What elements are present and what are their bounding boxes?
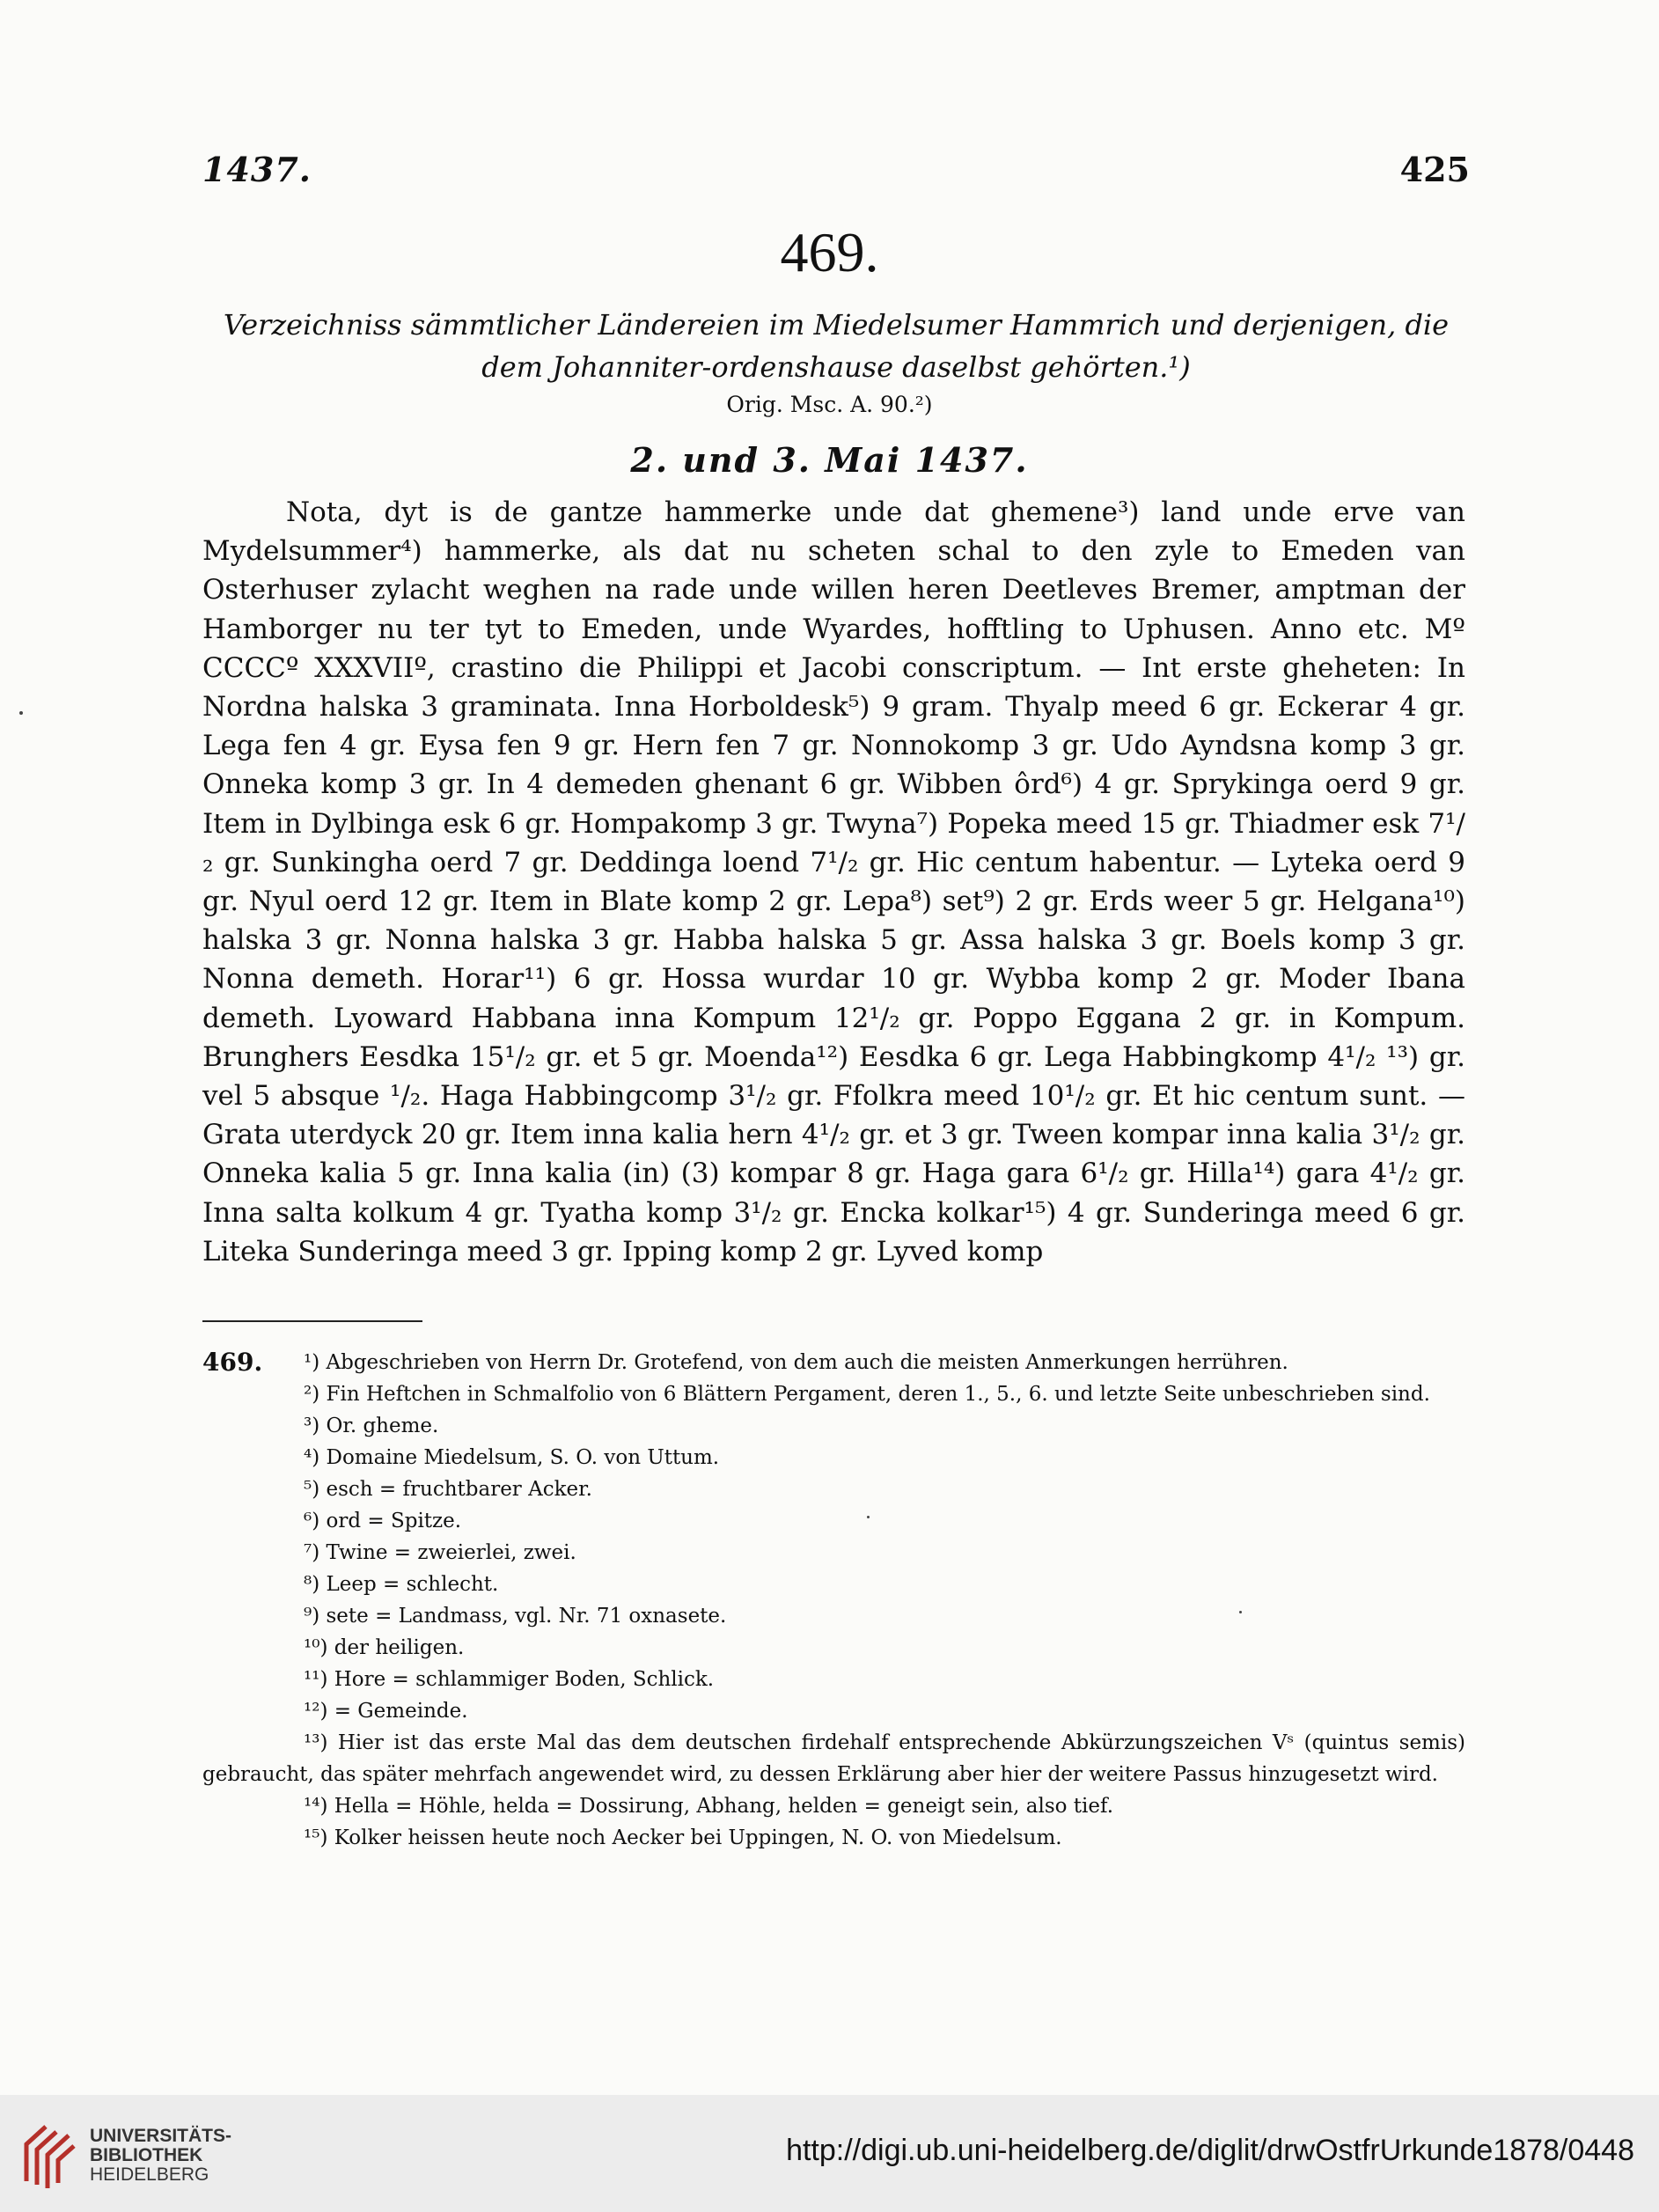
library-logo-text [90, 2127, 231, 2185]
footnote [202, 1664, 1465, 1695]
footnote-text: ⁶) ord = Spitze. [304, 1510, 462, 1532]
footnote-text: ⁸) Leep = schlecht. [304, 1573, 499, 1596]
logo-line: UNIVERSITÄTS- [90, 2126, 232, 2146]
scan-speck [867, 1516, 870, 1518]
logo-line: BIBLIOTHEK [90, 2145, 203, 2165]
footnote-text: ¹) Abgeschrieben von Herrn Dr. Grotefend, von dem auch die meisten Anmerkungen herrühren. [304, 1351, 1288, 1374]
footnote [202, 1442, 1465, 1473]
footnote [202, 1473, 1465, 1505]
footnote-text: ⁹) sete = Landmass, vgl. Nr. 71 oxnasete. [304, 1605, 727, 1628]
footnote [202, 1569, 1465, 1600]
footnote-text: ⁷) Twine = zweierlei, zwei. [304, 1541, 576, 1564]
footnote [202, 1695, 1465, 1727]
footnote-text: ¹²) = Gemeinde. [304, 1700, 468, 1723]
footnote-text: ⁴) Domaine Miedelsum, S. O. von Uttum. [304, 1446, 720, 1469]
footnote-rule [202, 1320, 422, 1322]
footnote [202, 1790, 1465, 1822]
footnote-text: ²) Fin Heftchen in Schmalfolio von 6 Blättern Pergament, deren 1., 5., 6. und letzte Seite unbeschrieben sind. [304, 1383, 1430, 1406]
footnote-text: ¹⁴) Hella = Höhle, helda = Dossirung, Abhang, helden = geneigt sein, also tief. [304, 1795, 1114, 1818]
body-text: Nota, dyt is de gantze hammerke unde dat ghemene³) land unde erve van Mydelsummer⁴) hammerke, als dat nu scheten schal to den zyle to Emeden van Osterhuser zylacht weghen na rade unde willen heren Deetleves Bremer, amptman der Hamborger nu ter tyt to Emeden, unde Wyardes, hofftling to Uphusen. Anno etc. Mº CCCCº XXXVIIº, crastino die Philippi et Jacobi conscriptum. — Int erste gheheten: In Nordna halska 3 graminata. Inna Horboldesk⁵) 9 gram. Thyalp meed 6 gr. Eckerar 4 gr. Lega fen 4 gr. Eysa fen 9 gr. Hern fen 7 gr. Nonnokomp 3 gr. Udo Ayndsna komp 3 gr. Onneka komp 3 gr. In 4 demeden ghenant 6 gr. Wibben ôrd⁶) 4 gr. Sprykinga oerd 9 gr. Item in Dylbinga esk 6 gr. Hompakomp 3 gr. Twyna⁷) Popeka meed 15 gr. Thiadmer esk 7¹/₂ gr. Sunkingha oerd 7 gr. Deddinga loend 7¹/₂ gr. Hic centum habentur. — Lyteka oerd 9 gr. Nyul oerd 12 gr. Item in Blate komp 2 gr. Lepa⁸) set⁹) 2 gr. Erds weer 5 gr. Helgana¹⁰) halska 3 gr. Nonna halska 3 gr. Habba halska 5 gr. Assa halska 3 gr. Boels komp 3 gr. Nonna demeth. Horar¹¹) 6 gr. Hossa wurdar 10 gr. Wybba komp 2 gr. Moder Ibana demeth. Lyoward Habbana inna Kompum 12¹/₂ gr. Poppo Eggana 2 gr. in Kompum. Brunghers Eesdka 15¹/₂ gr. et 5 gr. Moenda¹²) Eesdka 6 gr. Lega Habbingkomp 4¹/₂ ¹³) gr. vel 5 absque ¹/₂. Haga Habbingcomp 3¹/₂ gr. Ffolkra meed 10¹/₂ gr. Et hic centum sunt. — Grata uterdyck 20 gr. Item inna kalia hern 4¹/₂ gr. et 3 gr. Tween kompar inna kalia 3¹/₂ gr. Onneka kalia 5 gr. Inna kalia (in) (3) kompar 8 gr. Haga gara 6¹/₂ gr. Hilla¹⁴) gara 4¹/₂ gr. Inna salta kolkum 4 gr. Tyatha komp 3¹/₂ gr. Encka kolkar¹⁵) 4 gr. Sunderinga meed 6 gr. Liteka Sunderinga meed 3 gr. Ipping komp 2 gr. Lyved komp [202, 496, 1465, 1268]
scan-speck [1239, 1611, 1242, 1613]
document-title: Verzeichniss sämmtlicher Ländereien im Miedelsumer Hammrich und derjenigen, die dem Johanniter-ordenshause daselbst gehörten.¹) [223, 308, 1450, 384]
running-head-year: 1437. [202, 150, 312, 189]
document-date: 2. und 3. Mai 1437. [630, 440, 1029, 480]
footnote [202, 1505, 1465, 1537]
footnote-text: ¹⁵) Kolker heissen heute noch Aecker bei Uppingen, N. O. von Miedelsum. [304, 1826, 1062, 1849]
running-head [202, 150, 1470, 194]
document-number: 469. [780, 221, 879, 283]
scan-speck [19, 711, 23, 715]
footnote-text: ¹⁰) der heiligen. [304, 1636, 465, 1659]
footnote-document-number: 469. [202, 1348, 263, 1377]
footnote [202, 1727, 1465, 1790]
footnote [202, 1347, 1465, 1378]
footnotes [202, 1347, 1465, 1854]
logo-line: HEIDELBERG [90, 2164, 209, 2185]
document-source: Orig. Msc. A. 90.²) [726, 392, 933, 417]
footnote-text: ⁵) esch = fruchtbarer Acker. [304, 1478, 592, 1501]
footnote [202, 1822, 1465, 1854]
library-footer [0, 2095, 1659, 2212]
footnote-text: ¹³) Hier ist das erste Mal das dem deutschen firdehalf entsprechende Abkürzungszeichen Vˢ (quintus semis) gebraucht, das später mehrfach angewendet wird, zu dessen Erklärung aber hier der weitere Passus hinzugesetzt wird. [202, 1731, 1465, 1786]
footnote [202, 1600, 1465, 1632]
page-number: 425 [1399, 150, 1470, 189]
footnote [202, 1537, 1465, 1569]
source-url-link[interactable]: http://digi.ub.uni-heidelberg.de/diglit/drwOstfrUrkunde1878/0448 [786, 2134, 1634, 2167]
library-logo-icon [19, 2120, 79, 2190]
footnote [202, 1410, 1465, 1442]
footnote-text: ¹¹) Hore = schlammiger Boden, Schlick. [304, 1668, 715, 1691]
footnote [202, 1378, 1465, 1410]
footnote-text: ³) Or. gheme. [304, 1415, 439, 1437]
footnote [202, 1632, 1465, 1664]
